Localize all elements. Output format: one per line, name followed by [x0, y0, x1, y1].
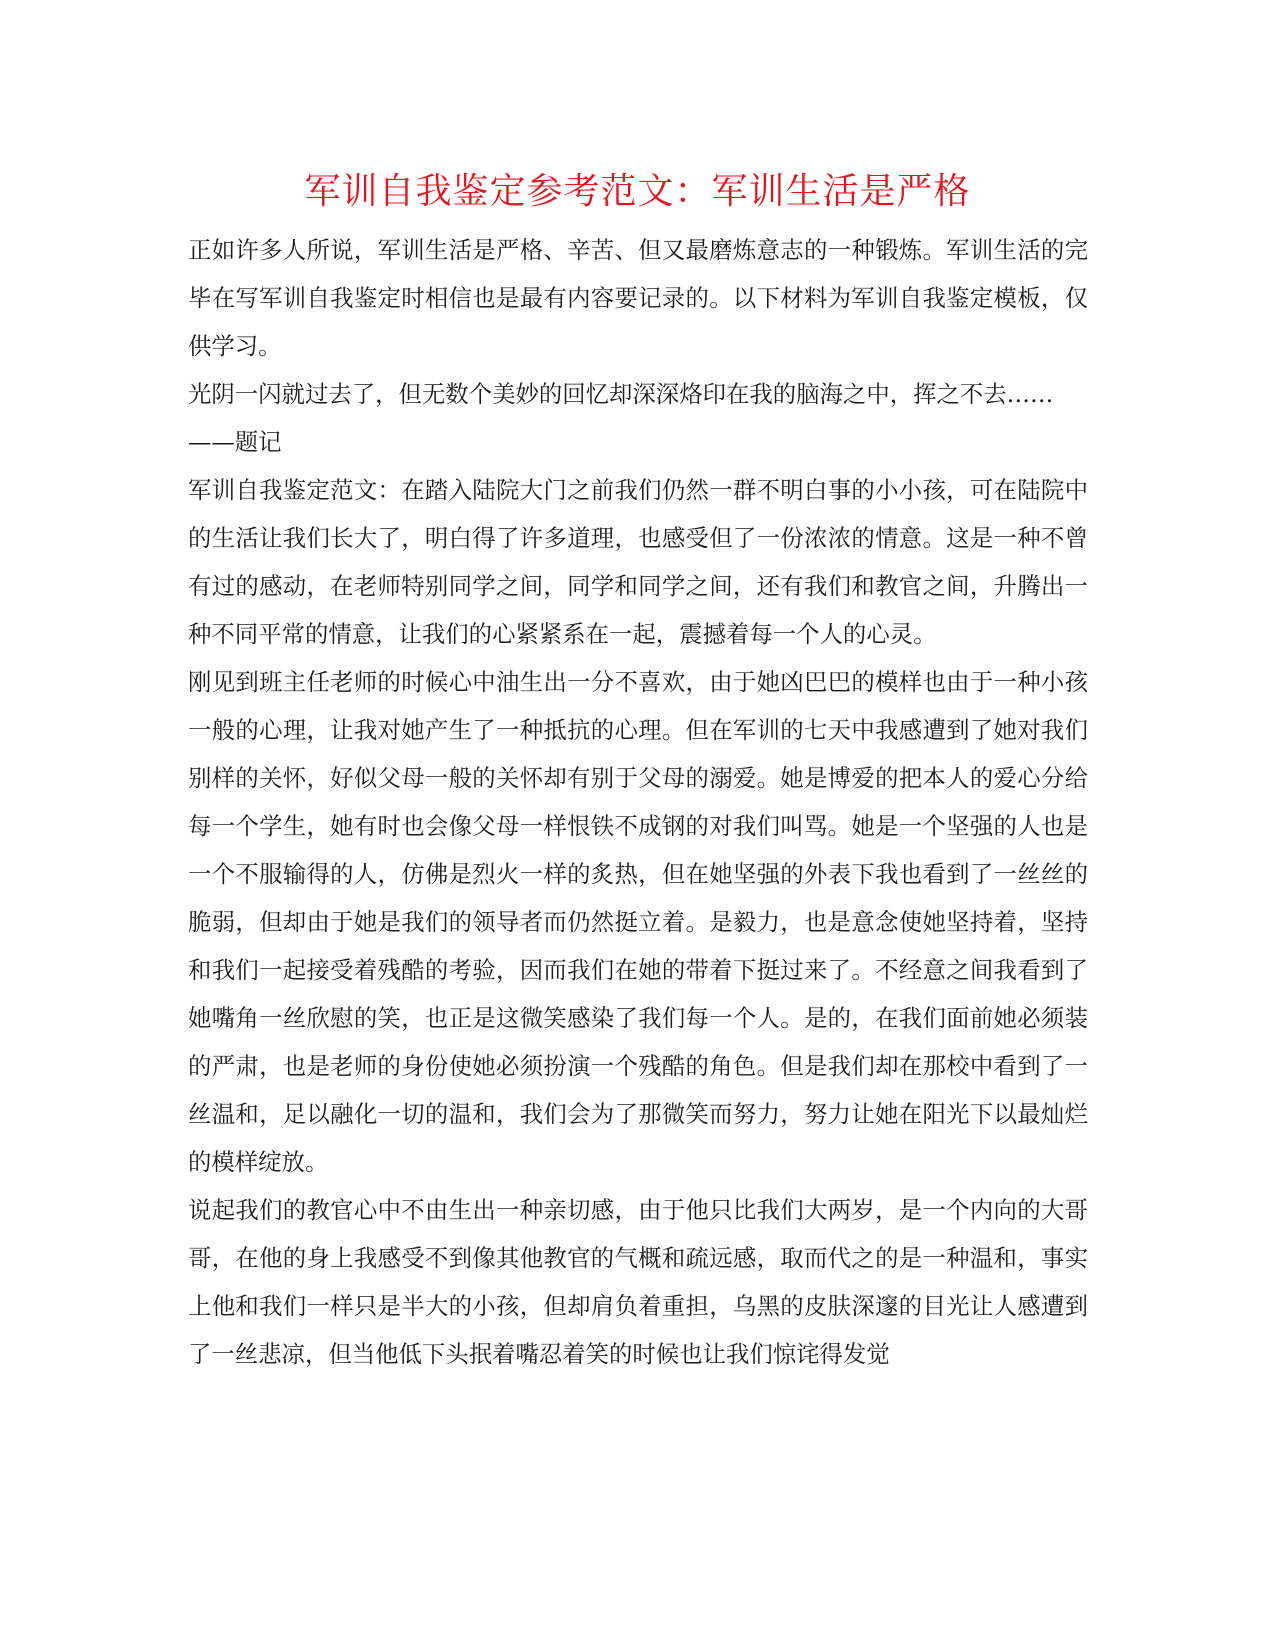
document-body [188, 226, 1088, 1378]
paragraph-intro: 正如许多人所说，军训生活是严格、辛苦、但又最磨炼意志的一种锻炼。军训生活的完毕在写军训自我鉴定时相信也是最有内容要记录的。以下材料为军训自我鉴定模板，仅供学习。 [188, 236, 1088, 360]
paragraph-teacher: 刚见到班主任老师的时候心中油生出一分不喜欢，由于她凶巴巴的模样也由于一种小孩一般的心理，让我对她产生了一种抵抗的心理。但在军训的七天中我感遭到了她对我们别样的关怀，好似父母一般的关怀却有别于父母的溺爱。她是博爱的把本人的爱心分给每一个学生，她有时也会像父母一样恨铁不成钢的对我们叫骂。她是一个坚强的人也是一个不服输得的人，仿佛是烈火一样的炙热，但在她坚强的外表下我也看到了一丝丝的脆弱，但却由于她是我们的领导者而仍然挺立着。是毅力，也是意念使她坚持着，坚持和我们一起接受着残酷的考验，因而我们在她的带着下挺过来了。不经意之间我看到了她嘴角一丝欣慰的笑，也正是这微笑感染了我们每一个人。是的，在我们面前她必须装的严肃，也是老师的身份使她必须扮演一个残酷的角色。但是我们却在那校中看到了一丝温和，足以融化一切的温和，我们会为了那微笑而努力，努力让她在阳光下以最灿烂的模样绽放。 [188, 668, 1088, 1176]
paragraph-epigraph: 光阴一闪就过去了，但无数个美妙的回忆却深深烙印在我的脑海之中，挥之不去…… [188, 380, 1054, 408]
document-title: 军训自我鉴定参考范文：军训生活是严格 [304, 171, 971, 212]
paragraph-epigraph-attribution: ——题记 [188, 428, 282, 456]
paragraph-instructor: 说起我们的教官心中不由生出一种亲切感，由于他只比我们大两岁，是一个内向的大哥哥，在他的身上我感受不到像其他教官的气概和疏远感，取而代之的是一种温和，事实上他和我们一样只是半大的小孩，但却肩负着重担，乌黑的皮肤深邃的目光让人感遭到了一丝悲凉，但当他低下头抿着嘴忍着笑的时候也让我们惊诧得发觉 [188, 1196, 1088, 1368]
paragraph-sample-essay: 军训自我鉴定范文：在踏入陆院大门之前我们仍然一群不明白事的小小孩，可在陆院中的生活让我们长大了，明白得了许多道理，也感受但了一份浓浓的情意。这是一种不曾有过的感动，在老师特别同学之间，同学和同学之间，还有我们和教官之间，升腾出一种不同平常的情意，让我们的心紧紧系在一起，震撼着每一个人的心灵。 [188, 476, 1088, 648]
